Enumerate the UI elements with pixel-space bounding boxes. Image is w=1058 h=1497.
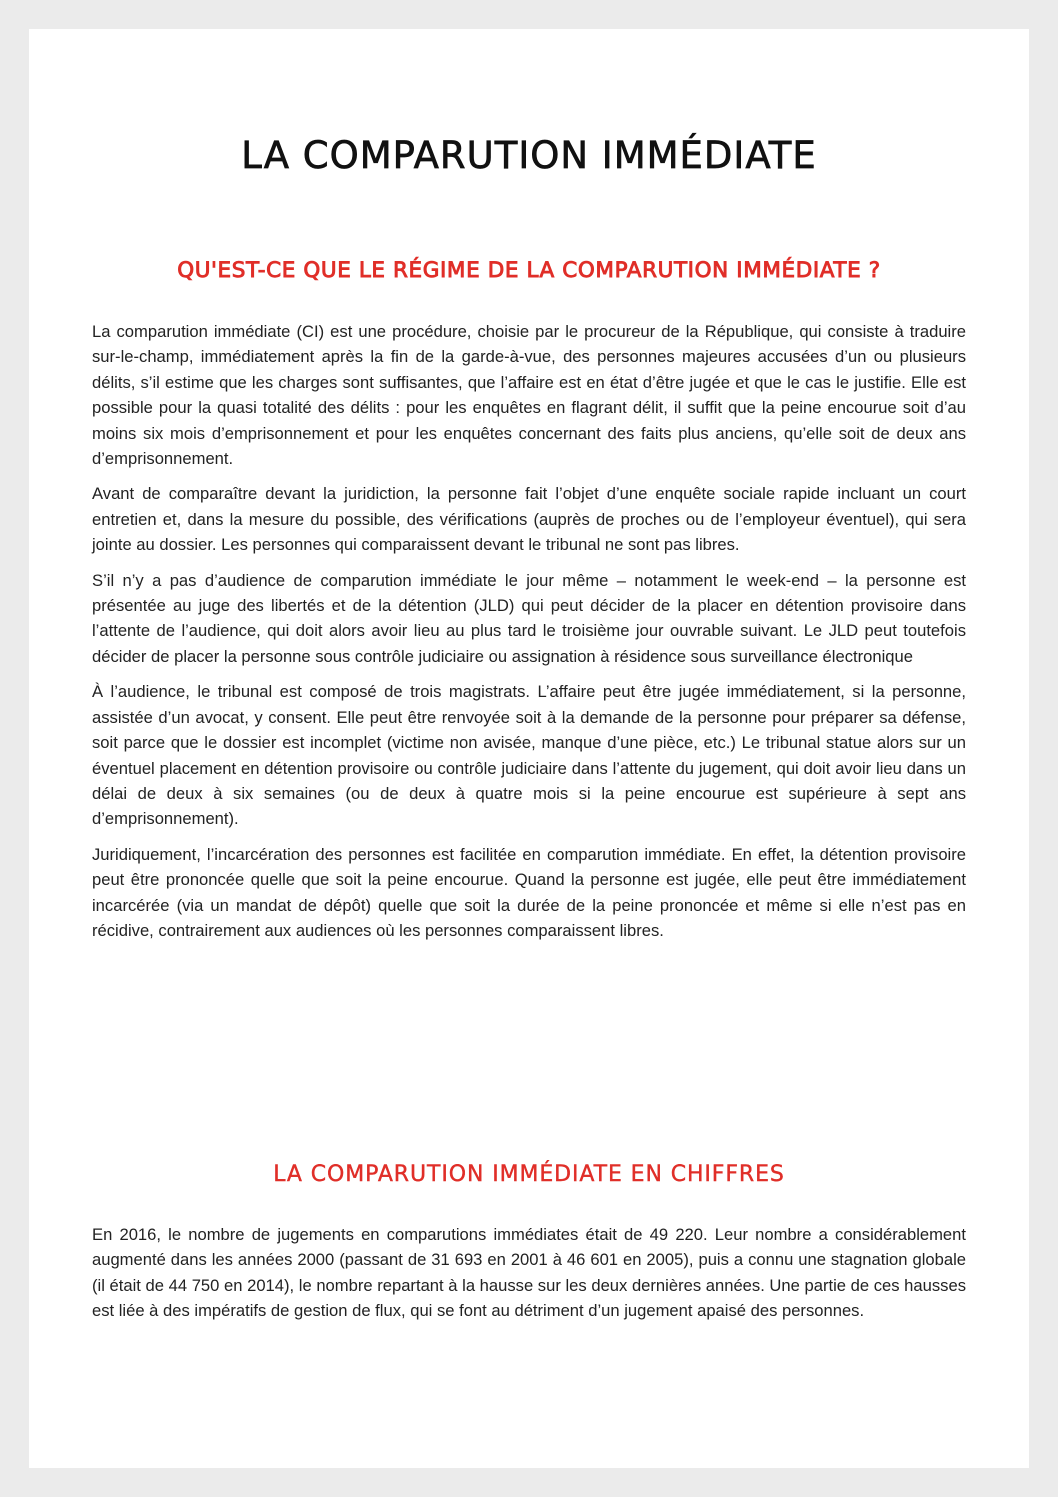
section-body-regime [92, 319, 966, 953]
paragraph: Avant de comparaître devant la juridiction, la personne fait l’objet d’une enquête sociale rapide incluant un court entretien et, dans la mesure du possible, des vérifications (auprès de proches ou de l’employeur éventuel), qui sera jointe au dossier. Les personnes qui comparaissent devant le tribunal ne sont pas libres. [92, 484, 966, 555]
document-page [29, 29, 1029, 1468]
paragraph: La comparution immédiate (CI) est une procédure, choisie par le procureur de la République, qui consiste à traduire sur-le-champ, immédiatement après la fin de la garde-à-vue, des personnes majeures accusées d’un ou plusieurs délits, s’il estime que les charges sont suffisantes, que l’affaire est en état d’être jugée et que le cas le justifie. Elle est possible pour la quasi totalité des délits : pour les enquêtes en flagrant délit, il suffit que la peine encourue soit d’au moins six mois d’emprisonnement et pour les enquêtes concernant des faits plus anciens, qu’elle soit de deux ans d’emprisonnement. [92, 322, 966, 469]
section-heading-regime: QU'EST-CE QUE LE RÉGIME DE LA COMPARUTION IMMÉDIATE ? [177, 258, 881, 283]
paragraph: Juridiquement, l’incarcération des personnes est facilitée en comparution immédiate. En effet, la détention provisoire peut être prononcée quelle que soit la peine encourue. Quand la personne est jugée, elle peut être immédiatement incarcérée (via un mandat de dépôt) quelle que soit la durée de la peine prononcée et même si elle n’est pas en récidive, contrairement aux audiences où les personnes comparaissent libres. [92, 844, 966, 940]
page-title: LA COMPARUTION IMMÉDIATE [241, 134, 817, 177]
paragraph: S’il n’y a pas d’audience de comparution immédiate le jour même – notamment le week-end – la personne est présentée au juge des libertés et de la détention (JLD) qui peut décider de la placer en détention provisoire dans l’attente de l’audience, qui doit alors avoir lieu au plus tard le troisième jour ouvrable suivant. Le JLD peut toutefois décider de placer la personne sous contrôle judiciaire ou assignation à résidence sous surveillance électronique [92, 570, 966, 666]
section-heading-chiffres: LA COMPARUTION IMMÉDIATE EN CHIFFRES [273, 1162, 785, 1187]
section-body-chiffres [92, 1222, 966, 1334]
paragraph: En 2016, le nombre de jugements en comparutions immédiates était de 49 220. Leur nombre a considérablement augmenté dans les années 2000 (passant de 31 693 en 2001 à 46 601 en 2005), puis a connu une stagnation globale (il était de 44 750 en 2014), le nombre repartant à la hausse sur les deux dernières années. Une partie de ces hausses est liée à des impératifs de gestion de flux, qui se font au détriment d’un jugement apaisé des personnes. [92, 1225, 966, 1321]
paragraph: À l’audience, le tribunal est composé de trois magistrats. L’affaire peut être jugée immédiatement, si la personne, assistée d’un avocat, y consent. Elle peut être renvoyée soit à la demande de la personne pour préparer sa défense, soit parce que le dossier est incomplet (victime non avisée, manque d’une pièce, etc.) Le tribunal statue alors sur un éventuel placement en détention provisoire ou contrôle judiciaire dans l’attente du jugement, qui doit avoir lieu dans un délai de deux à six semaines (ou de deux à quatre mois si la peine encourue est supérieure à sept ans d’emprisonnement). [92, 682, 966, 829]
